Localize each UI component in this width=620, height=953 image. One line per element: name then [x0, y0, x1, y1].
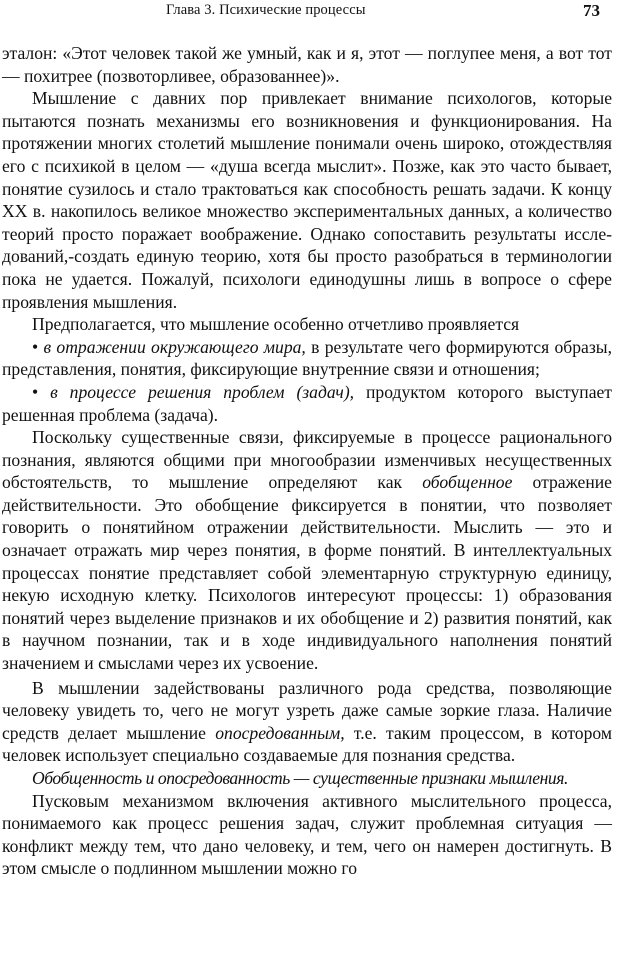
bullet-mark: • [32, 381, 39, 402]
paragraph-problem-situation: Пусковым механизмом включения активного мыслительного процесса, понимаемого как процесс решения задач, служит проблемная ситуация — конфликт между тем, что дано человеку, и тем, чего он намерен достигнуть. В этом смысле о подлинном мышлении можно го [2, 790, 612, 879]
paragraph-continuation: эталон: «Этот человек такой же умный, как и я, этот — поглупее меня, а вот тот — похитрее (позвоторливее, образованнее)». [2, 43, 612, 86]
paragraph-text: т.е. таким процессом, в котором человек использует специально создаваемые для познания средства. [2, 722, 612, 766]
body-text [2, 42, 612, 880]
paragraph-mediation [2, 677, 612, 767]
paragraph-manifestation-intro: Предполагается, что мышление особенно отчетливо проявляется [32, 314, 520, 335]
page-number: 73 [583, 1, 600, 20]
running-head [0, 2, 620, 24]
bullet-item-emphasis: в отражении окружающего мира, [43, 336, 306, 357]
bullet-item-text: продуктом которого выступает решенная проблема (задача). [2, 381, 612, 425]
chapter-title: Глава 3. Психические процессы [166, 2, 366, 18]
paragraph-thinking-history: Мышление с давних пор привлекает внимание психологов, которые пытаются познать механизмы его возникновения и функционирования. На протяжении многих столетий мышление понимали очень широко, отождествляя его с психикой в целом — «душа всегда мыслит». Позже, как это часто бывает, понятие сузилось и стало трактоваться как способность решать задачи. К концу XX в. накопилось великое множество экспериментальных данных, а количество теорий просто поражает воображение. Однако сопоставить результаты исследований,-создать единую теорию, хотя бы просто разобраться в терминологии пока не удается. Пожалуй, психологи единодушны лишь в вопросе о сфере проявления мышления. [2, 88, 612, 312]
paragraph-emphasis: обобщенное [422, 472, 513, 493]
bullet-item-text: в результате чего формируются образы, представления, понятия, фиксирующие внутренние связи и отношения; [2, 336, 612, 380]
paragraph-emphasis: опосредованным, [215, 722, 345, 743]
paragraph-text: Поскольку существенные связи, фиксируемые в процессе рационального познания, являются общими при многообразии изменчивых несущественных обстоятельств, то мышление определяют как [2, 427, 612, 493]
key-statement: Обобщенность и опосредованность — существенные признаки мышления. [32, 768, 568, 788]
paragraph-text: В мышлении задействованы различного рода средства, позволяющие человеку увидеть то, чего не могут узреть даже самые зоркие глаза. Наличие средств делает мышление [2, 677, 612, 743]
bullet-item-reflection [2, 336, 612, 381]
bullet-item-emphasis: в процессе решения проблем (задач), [50, 381, 355, 402]
paragraph-text: отражение действительности. Это обобщение фиксируется в понятии, что позволяет говорить о понятийном отражении действительности. Мыслить — это и означает отражать мир через понятия, в форме понятий. В интеллектуальных процессах понятие представляет собой элементарную структурную единицу, некую исходную клетку. Психологов интересуют процессы: 1) образования понятий через выделение признаков и их обобщение и 2) развития понятий, как в научном познании, так и в ходе индивидуального наполнения понятий значением и смыслами через их усвоение. [2, 472, 612, 674]
bullet-mark: • [32, 336, 39, 357]
bullet-item-problem-solving [2, 381, 612, 426]
paragraph-generalization [2, 426, 612, 675]
